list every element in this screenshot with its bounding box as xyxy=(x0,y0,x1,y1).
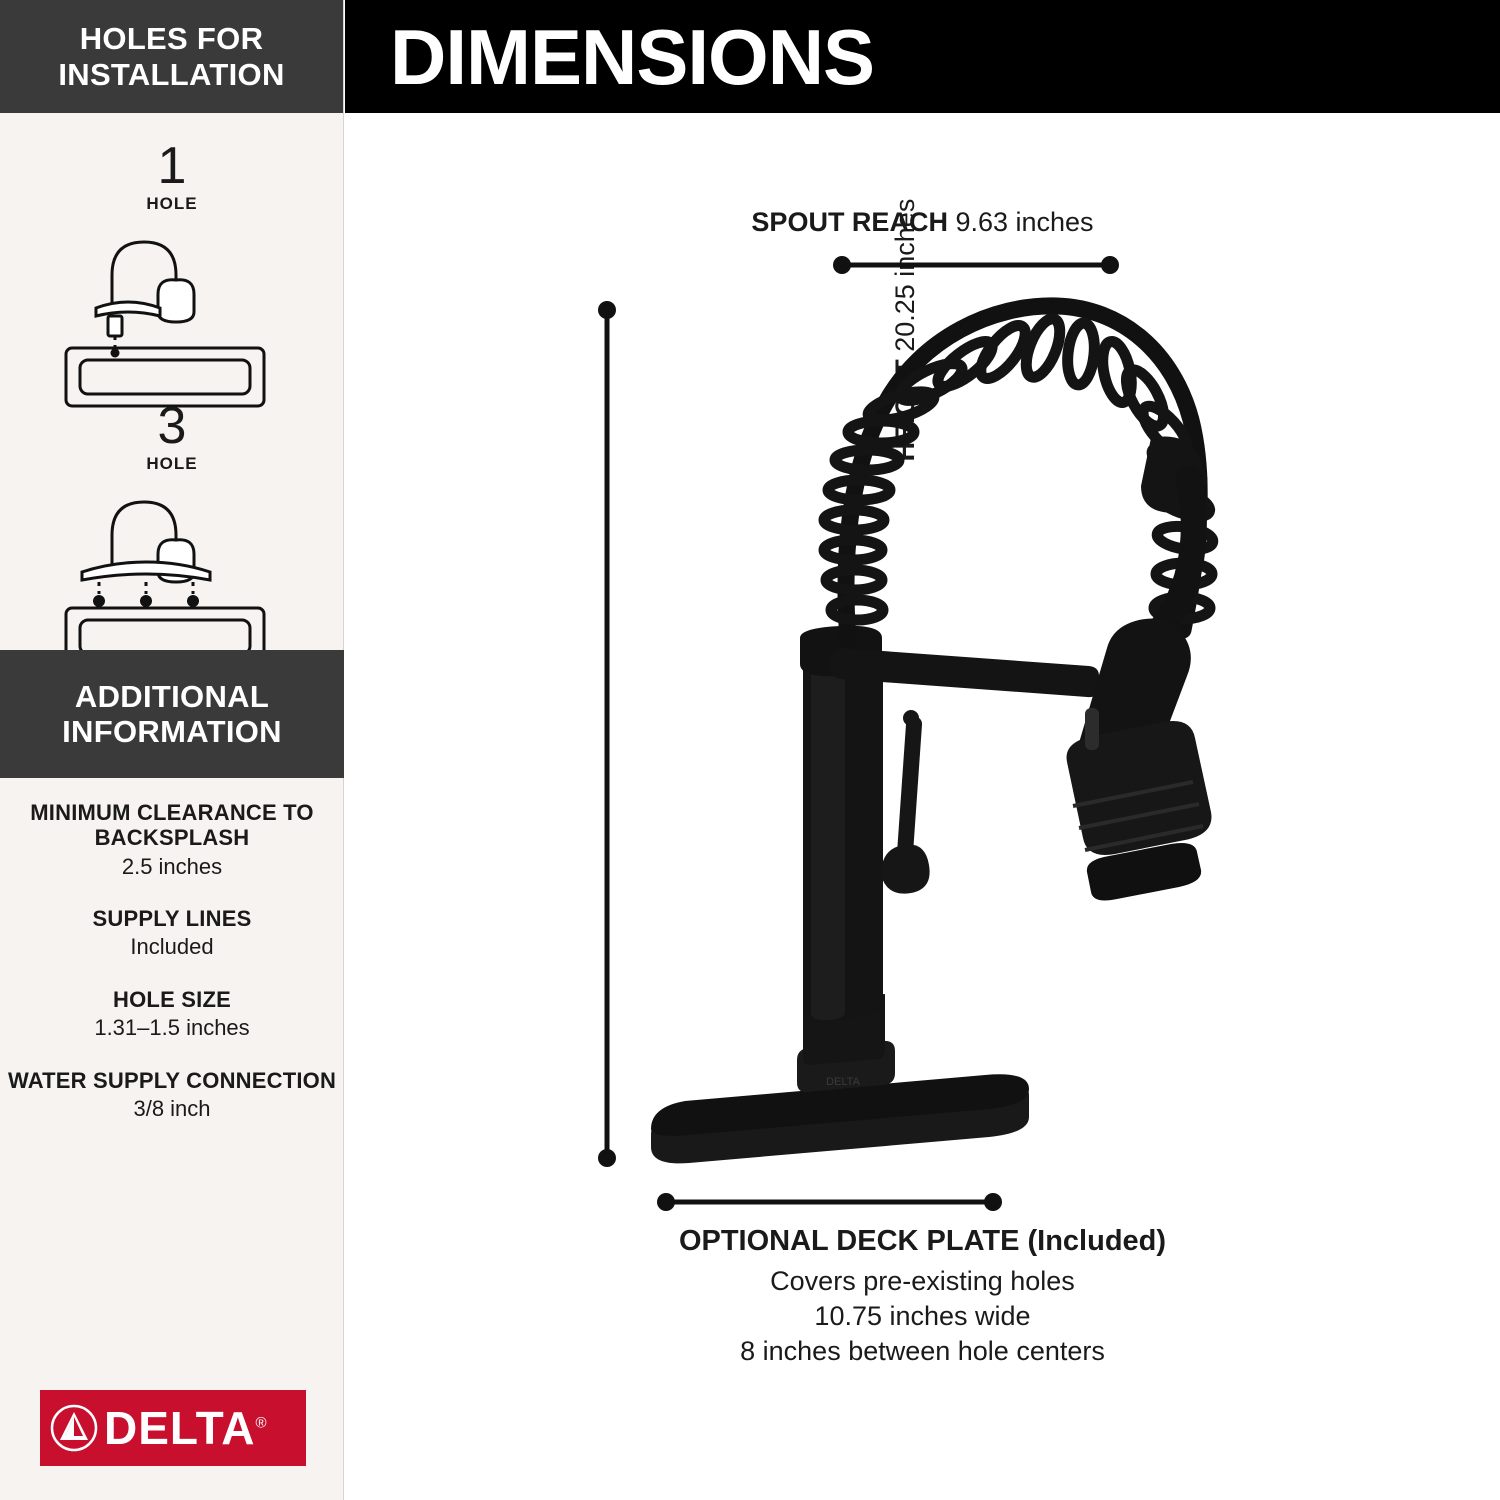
min-clearance-value: 2.5 inches xyxy=(121,853,223,879)
page-title: DIMENSIONS xyxy=(390,12,875,101)
delta-wordmark xyxy=(104,1402,268,1454)
hole-option-1-count: 1 xyxy=(157,137,187,195)
sidebar xyxy=(0,0,344,1500)
base-brand-mark: DELTA xyxy=(826,1076,860,1088)
min-clearance-title: MINIMUM CLEARANCE TO BACKSPLASH xyxy=(30,800,314,851)
hole-option-3 xyxy=(0,397,344,670)
sidebar-header-additional-label: ADDITIONAL INFORMATION xyxy=(62,678,282,749)
faucet-base-column xyxy=(797,644,895,1092)
additional-info-item xyxy=(0,987,344,1042)
height-bottom-endpoint xyxy=(598,1149,616,1167)
spout-reach-value: 9.63 inches xyxy=(955,207,1094,237)
hole-option-3-count: 3 xyxy=(157,397,187,455)
deck-plate-line-2: 10.75 inches wide xyxy=(814,1301,1031,1332)
sidebar-header-additional xyxy=(0,650,344,778)
additional-info-item xyxy=(0,1068,344,1123)
one-hole-diagram-icon xyxy=(52,220,292,410)
delta-triangle-icon xyxy=(50,1404,98,1452)
additional-information-list xyxy=(0,800,344,1148)
supply-lines-title: SUPPLY LINES xyxy=(92,906,252,932)
hole-option-1-label: HOLE xyxy=(146,194,198,213)
spout-reach-right-endpoint xyxy=(1101,256,1119,274)
hole-option-3-label: HOLE xyxy=(146,454,198,473)
hole-option-1 xyxy=(0,137,344,410)
spout-reach-left-endpoint xyxy=(833,256,851,274)
sidebar-header-holes xyxy=(0,0,343,113)
faucet-illustration xyxy=(651,306,1214,1163)
deck-plate-caption xyxy=(345,1225,1500,1369)
delta-wordmark-text: DELTA xyxy=(104,1402,256,1454)
deck-plate-left-endpoint xyxy=(657,1193,675,1211)
additional-info-item xyxy=(0,906,344,961)
faucet-handle xyxy=(881,710,930,894)
height-label-text: HEIGHT xyxy=(890,359,920,462)
hole-size-value: 1.31–1.5 inches xyxy=(94,1015,250,1041)
delta-logo xyxy=(40,1390,306,1466)
supply-lines-value: Included xyxy=(130,934,214,960)
water-supply-value: 3/8 inch xyxy=(133,1095,211,1121)
deck-plate-line-1: Covers pre-existing holes xyxy=(770,1266,1075,1296)
sprayer-head xyxy=(1067,619,1212,855)
deck-plate-title: OPTIONAL DECK PLATE (Included) xyxy=(678,1225,1167,1257)
delta-registered-mark: ® xyxy=(255,1414,268,1432)
main-panel xyxy=(345,0,1500,1500)
three-hole-diagram-icon xyxy=(52,480,292,670)
water-supply-title: WATER SUPPLY CONNECTION xyxy=(7,1067,337,1093)
height-value: 20.25 inches xyxy=(890,198,920,352)
deck-plate-line-3: 8 inches between hole centers xyxy=(740,1336,1105,1367)
spout-reach-label-text: SPOUT REACH xyxy=(751,207,948,237)
sidebar-header-holes-label: HOLES FOR INSTALLATION xyxy=(58,21,285,92)
deck-plate-right-endpoint xyxy=(984,1193,1002,1211)
hole-size-title: HOLE SIZE xyxy=(113,986,231,1012)
height-top-endpoint xyxy=(598,301,616,319)
additional-info-item xyxy=(0,800,344,880)
